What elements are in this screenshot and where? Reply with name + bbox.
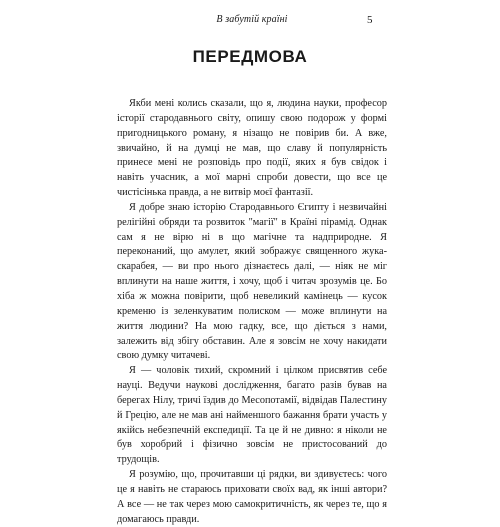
paragraph: Якби мені колись сказали, що я, людина науки, професор історії стародавнього світу, опишу свою подорож у формі пригодницького роману, я нізащо не повірив би. А вже, звичайно, й на думці не мав, що славу й популярність принесе мені не розповідь про події, яких я був свідок і навіть учасник, а мої марні спроби довести, що все це чистісінька правда, а не витвір моєї фантазії. <box>117 98 387 199</box>
paragraph: Я розумію, що, прочитавши ці рядки, ви здивуєтесь: чого це я навіть не стараюсь приховати своїх вад, як інші автори? А все — не так через мою самокритичність, як через те, що я домагаюсь правди. <box>117 469 387 525</box>
paragraph: Я — чоловік тихий, скромний і цілком присвятив себе науці. Ведучи наукові дослідження, багато разів бував на берегах Нілу, тричі їздив до Месопотамії, відвідав Палестину й Грецію, але не мав ані найменшого бажання брати участь у якійсь небезпечній експедиції. Та це й не дивно: я ніколи не був хоробрий і фізично зовсім не пристосований до трудощів. <box>117 365 387 466</box>
paragraph: Я добре знаю історію Стародавнього Єгипту і незвичайні релігійні обряди та розвиток "магії" в Країні пірамід. Однак сам я не вірю ні в що магічне та надприродне. Я переконаний, що амулет, який зображує священного жука-скарабея, — ви про нього дізнаєтесь далі, — ніяк не міг вплинути на наше життя, і хочу, щоб і читач зрозумів це. Бо хіба ж можна повірити, щоб невеликий камінець — кусок кременю із зеленкуватим полиском — може вплинути на життя людини? На мою гадку, все, що діється з нами, залежить від збігу обставин. Але я зовсім не хочу накидати свою думку читачеві. <box>117 201 387 362</box>
running-title: В забутій країні <box>216 14 288 25</box>
page-number: 5 <box>367 14 373 26</box>
chapter-title: ПЕРЕДМОВА <box>192 47 308 66</box>
body-text <box>117 97 387 527</box>
